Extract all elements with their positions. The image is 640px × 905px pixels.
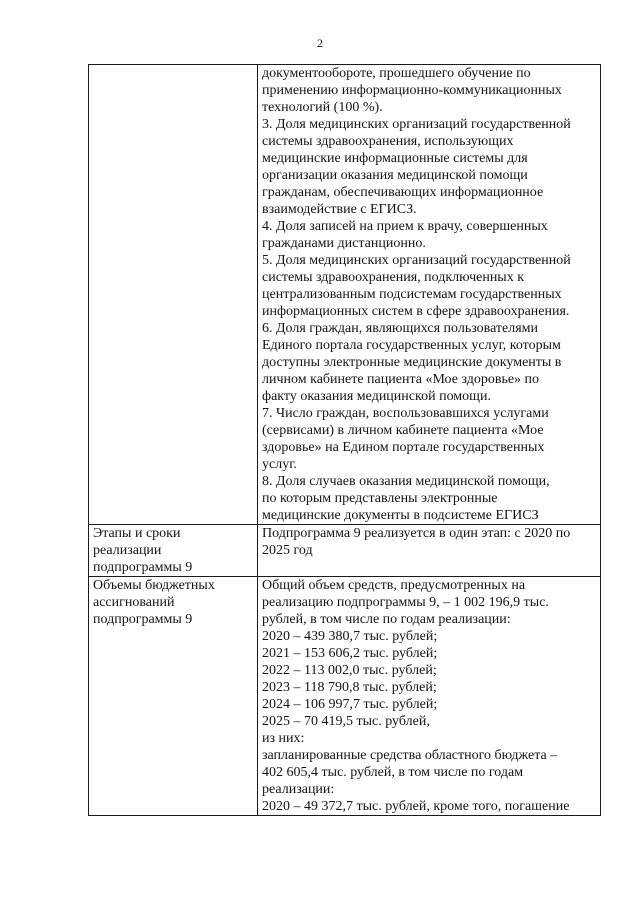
text-line: системы здравоохранения, подключенных к [262, 270, 525, 285]
text-line: 2023 – 118 790,8 тыс. рублей; [262, 680, 437, 695]
row-label-stages [89, 525, 258, 577]
text-line: факту оказания медицинской помощи. [262, 389, 491, 404]
text-line: здоровье» на Едином портале государственных [262, 440, 545, 455]
text-line: рублей, в том числе по годам реализации: [262, 612, 511, 627]
table-row-budget [89, 577, 601, 816]
text-line: системы здравоохранения, использующих [262, 134, 514, 149]
text-line: 7. Число граждан, воспользовавшихся услугами [262, 406, 549, 421]
text-line: медицинские документы в подсистеме ЕГИСЗ [262, 508, 539, 523]
text-line: медицинские информационные системы для [262, 151, 528, 166]
text-line: 402 605,4 тыс. рублей, в том числе по годам [262, 765, 524, 780]
text-line: централизованным подсистемам государственных [262, 287, 562, 302]
row-label-budget [89, 577, 258, 816]
text-line: запланированные средства областного бюджета – [262, 748, 558, 763]
text-line: технологий (100 %). [262, 100, 383, 115]
text-line: реализации: [262, 782, 335, 797]
text-line: 2021 – 153 606,2 тыс. рублей; [262, 646, 438, 661]
row-content-indicators [258, 65, 601, 525]
text-line: 2025 – 70 419,5 тыс. рублей, [262, 714, 430, 729]
label-line: ассигнований [93, 595, 175, 610]
text-line: гражданам, обеспечивающих информационное [262, 185, 544, 200]
row-label-indicators [89, 65, 258, 525]
text-line: из них: [262, 731, 305, 746]
text-line: информационных систем в сфере здравоохранения. [262, 304, 570, 319]
text-line: Общий объем средств, предусмотренных на [262, 578, 526, 593]
row-content-budget [258, 577, 601, 816]
text-line: 2020 – 49 372,7 тыс. рублей, кроме того, погашение [262, 799, 570, 814]
page-number: 2 [317, 36, 323, 50]
label-line: реализации [93, 543, 162, 558]
text-line: применению информационно-коммуникационных [262, 83, 562, 98]
text-line: личном кабинете пациента «Мое здоровье» по [262, 372, 540, 387]
text-line: 4. Доля записей на прием к врачу, совершенных [262, 219, 548, 234]
subprogram-passport-table [88, 64, 601, 816]
text-line: 2025 год [262, 543, 313, 558]
text-line: 8. Доля случаев оказания медицинской помощи, [262, 474, 550, 489]
text-line: взаимодействие с ЕГИСЗ. [262, 202, 417, 217]
label-line: подпрограммы 9 [93, 560, 193, 575]
text-line: документообороте, прошедшего обучение по [262, 66, 531, 81]
text-line: Единого портала государственных услуг, которым [262, 338, 561, 353]
table-row-stages [89, 525, 601, 577]
text-line: гражданами дистанционно. [262, 236, 426, 251]
text-line: организации оказания медицинской помощи [262, 168, 528, 183]
text-line: 2020 – 439 380,7 тыс. рублей; [262, 629, 438, 644]
text-line: 3. Доля медицинских организаций государственной [262, 117, 571, 132]
text-line: по которым представлены электронные [262, 491, 498, 506]
text-line: 2022 – 113 002,0 тыс. рублей; [262, 663, 437, 678]
text-line: (сервисами) в личном кабинете пациента «Мое [262, 423, 544, 438]
text-line: 5. Доля медицинских организаций государственной [262, 253, 571, 268]
text-line: Подпрограмма 9 реализуется в один этап: с 2020 по [262, 526, 571, 541]
text-line: услуг. [262, 457, 297, 472]
label-line: подпрограммы 9 [93, 612, 193, 627]
text-line: 2024 – 106 997,7 тыс. рублей; [262, 697, 438, 712]
label-line: Объемы бюджетных [93, 578, 215, 593]
table-row-indicators [89, 65, 601, 525]
text-line: 6. Доля граждан, являющихся пользователями [262, 321, 539, 336]
text-line: доступны электронные медицинские документы в [262, 355, 562, 370]
text-line: реализацию подпрограммы 9, – 1 002 196,9 тыс. [262, 595, 549, 610]
row-content-stages [258, 525, 601, 577]
label-line: Этапы и сроки [93, 526, 181, 541]
